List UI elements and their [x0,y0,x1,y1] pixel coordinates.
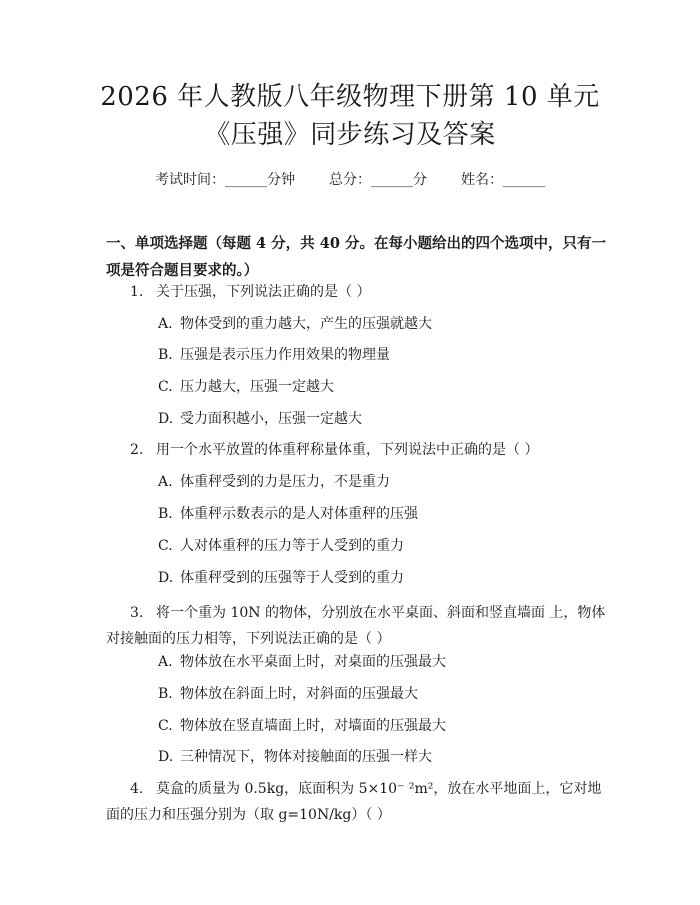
option-letter: C. [158,538,173,554]
option-letter: A. [158,654,173,670]
question-3-option-b [158,684,418,704]
option-letter: C. [158,718,173,734]
question-3 [106,600,606,652]
exam-time-field: 考试时间：______分钟 [155,172,295,188]
question-number: 3. [130,605,144,621]
question-2-option-d [158,568,404,588]
option-text: 体重秤示数表示的是人对体重秤的压强 [180,506,418,522]
question-2-option-a [158,472,390,492]
question-text: 用一个水平放置的体重秤称量体重，下列说法中正确的是（ ） [156,442,539,458]
question-1-option-a [158,314,432,334]
question-1-option-c [158,377,334,397]
student-name-field: 姓名：______ [461,172,545,188]
question-2 [130,440,538,460]
question-1-option-d [158,409,362,429]
question-text: 将一个重为 10N 的物体，分别放在水平桌面、斜面和竖直墙面 上，物体对接触面的压力相等，下列说法正确的是（ ） [106,605,606,647]
option-text: 体重秤受到的力是压力，不是重力 [180,474,390,490]
option-letter: B. [158,686,173,702]
option-text: 压力越大，压强一定越大 [180,379,334,395]
option-text: 物体放在竖直墙面上时，对墙面的压强最大 [180,718,446,734]
question-number: 1. [130,284,144,300]
option-letter: A. [158,316,173,332]
question-number: 4. [130,781,144,797]
section-heading: 一、单项选择题（每题 4 分，共 40 分。在每小题给出的四个选项中，只有一项是符合题目要求的。） [106,235,606,279]
question-text: 关于压强，下列说法正确的是（ ） [156,284,371,300]
question-3-option-c [158,716,446,736]
question-2-option-c [158,536,404,556]
option-text: 物体放在斜面上时，对斜面的压强最大 [180,686,418,702]
document-title-line-1: 2026 年人教版八年级物理下册第 10 单元 [100,82,600,112]
option-text: 物体放在水平桌面上时，对桌面的压强最大 [180,654,446,670]
question-3-option-d [158,747,432,767]
question-3-option-a [158,652,446,672]
total-score-field: 总分：______分 [329,172,427,188]
question-text: 莫盒的质量为 0.5kg，底面积为 5×10⁻ ²m²，放在水平地面上，它对地面的压力和压强分别为（取 g=10N/kg）（ ） [106,781,602,823]
question-4 [106,776,606,828]
option-text: 受力面积越小，压强一定越大 [180,411,362,427]
option-text: 体重秤受到的压强等于人受到的重力 [180,570,404,586]
option-letter: D. [158,749,174,765]
question-number: 2. [130,442,144,458]
option-text: 人对体重秤的压力等于人受到的重力 [180,538,404,554]
question-1 [130,282,370,302]
option-letter: A. [158,474,173,490]
option-letter: B. [158,347,173,363]
exam-meta [0,170,700,190]
option-letter: D. [158,570,174,586]
option-text: 物体受到的重力越大，产生的压强就越大 [180,316,432,332]
question-2-option-b [158,504,418,524]
option-letter: C. [158,379,173,395]
document-title-line-2: 《压强》同步练习及答案 [204,120,496,150]
option-text: 压强是表示压力作用效果的物理量 [180,347,390,363]
question-1-option-b [158,345,390,365]
option-text: 三种情况下，物体对接触面的压强一样大 [180,749,432,765]
option-letter: B. [158,506,173,522]
option-letter: D. [158,411,174,427]
